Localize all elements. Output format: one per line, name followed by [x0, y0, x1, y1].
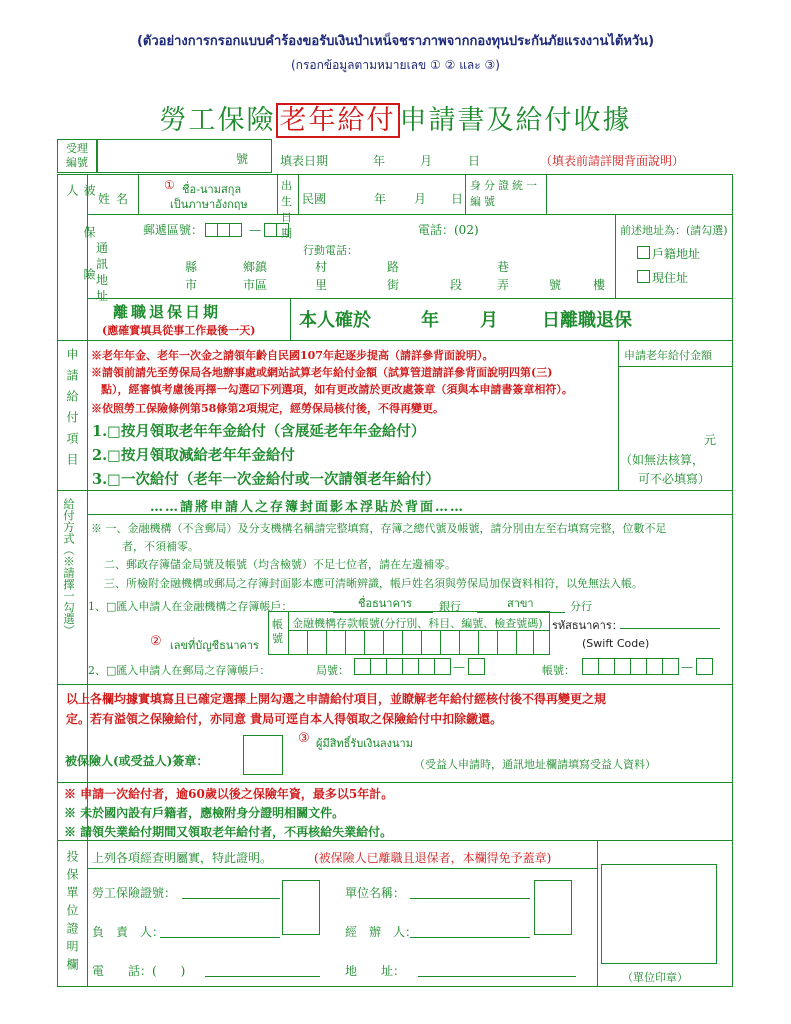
- birth-day: 日: [451, 192, 464, 206]
- retire-confirm-end: 日離職退保: [542, 310, 632, 331]
- annotation-1-number: ①: [164, 178, 175, 192]
- fill-date-year: 年: [373, 154, 386, 168]
- post-office-boxes[interactable]: —: [354, 656, 484, 675]
- title-left: 勞工保險: [159, 105, 276, 136]
- insured-section-label: 被保險人: [65, 184, 96, 310]
- payment-note-1: ※ 一、金融機構（不含郵局）及分支機構名稱請完整填寫，存簿之總代號及帳號，請分別由左至右填寫完整，位數不足: [91, 522, 667, 535]
- note-3: ※ 請領失業給付期間又領取老年給付者，不再核給失業給付。: [64, 825, 393, 839]
- swift-thai: รหัสธนาคาร：: [552, 619, 623, 632]
- fill-date-month: 月: [420, 154, 433, 168]
- addr-road: 路: [387, 260, 400, 274]
- employer-address-field[interactable]: [418, 976, 576, 977]
- postal-label: 郵遞區號：: [143, 223, 204, 237]
- swift-label: (Swift Code): [582, 637, 650, 650]
- addr-village: 村: [315, 260, 328, 274]
- addr-alley: 弄: [497, 278, 510, 292]
- annotation-2-number: ②: [150, 634, 162, 649]
- fill-note: （填表前請詳閱背面說明）: [540, 154, 685, 168]
- postal-code-boxes[interactable]: —: [205, 219, 288, 238]
- handler-field[interactable]: [410, 937, 530, 938]
- insurance-number-stamp[interactable]: [282, 880, 320, 935]
- retire-note: (應確實填具從事工作最後一天): [102, 324, 256, 337]
- payment-note-2: 二、郵政存簿儲金局號及帳號（均含檢號）不足七位者，請在左邊補零。: [104, 558, 456, 571]
- household-label: 戶籍地址: [652, 247, 701, 261]
- phone-label: 電話：(02): [418, 223, 479, 237]
- employer-cert-note: (被保險人已離職且退保者，本欄得免予蓋章): [314, 851, 552, 865]
- addr-li: 里: [315, 278, 328, 292]
- annotation-3-number: ③: [298, 731, 310, 746]
- title-right: 申請書及給付收據: [399, 105, 632, 136]
- addr-district: 市區: [243, 278, 268, 292]
- birth-year: 年: [374, 192, 387, 206]
- addr-number: 號: [549, 278, 562, 292]
- agreement-line-1: 以上各欄均據實填寫且已確定選擇上開勾選之申請給付項目，並瞭解老年給付經核付後不得再變更之規: [66, 692, 607, 706]
- birth-roc: 民國: [302, 192, 327, 206]
- annotation-3-text: ผู้มีสิทธิ์รับเงินลงนาม: [316, 737, 413, 750]
- responsible-person-field[interactable]: [160, 937, 280, 938]
- thai-subtitle: (กรอกข้อมูลตามหมายเลข ① ② และ ③): [291, 58, 500, 72]
- signature-label: 被保險人(或受益人)簽章：: [65, 754, 209, 768]
- unit-name-label: 單位名稱：: [345, 886, 406, 900]
- household-checkbox[interactable]: [637, 246, 650, 259]
- option-lump-sum[interactable]: 3.□一次給付（老年一次金給付或一次請領老年給付）: [92, 471, 440, 488]
- receipt-hao: 號: [236, 152, 249, 166]
- addr-section: 段: [450, 278, 463, 292]
- mobile-label: 行動電話：: [303, 244, 358, 257]
- addr-street: 街: [387, 278, 400, 292]
- apply-note-1: ※老年年金、老年一次金之請領年齡自民國107年起逐步提高（請詳參背面說明）。: [91, 349, 494, 362]
- unit-name-field[interactable]: [410, 898, 530, 899]
- retire-confirm: 本人確於: [299, 310, 371, 331]
- bank-account-option[interactable]: 1、□匯入申請人在金融機構之存簿帳戶：: [88, 600, 293, 613]
- payment-note-1b: 者，不須補零。: [122, 540, 199, 553]
- responsible-person-label: 負 責 人：: [92, 925, 165, 939]
- addr-township: 鄉鎮: [243, 260, 268, 274]
- birth-month: 月: [414, 192, 427, 206]
- payment-note-3: 三、所檢附金融機構或郵局之存簿封面影本應可清晰辨識，帳戶姓名須與勞保局加保資料相符，以免無法入帳。: [104, 577, 643, 590]
- address-label: 通訊地址: [96, 241, 113, 303]
- annotation-1-line1: ชื่อ-นามสกุล: [182, 183, 242, 196]
- post-account-boxes[interactable]: —: [582, 656, 712, 675]
- annotation-1-line2: เป็นภาษาอังกฤษ: [170, 198, 248, 211]
- amount-label: 申請老年給付金額: [624, 349, 712, 362]
- annotation-2-text: เลขที่บัญชีธนาคาร: [170, 639, 259, 652]
- post-account-option[interactable]: 2、□匯入申請人在郵局之存簿帳戶：: [88, 664, 271, 677]
- option-residence-address[interactable]: [637, 269, 688, 286]
- insurance-number-label: 勞工保險證號：: [92, 886, 177, 900]
- retire-confirm-year: 年: [421, 310, 439, 331]
- post-office-label: 局號：: [316, 664, 349, 677]
- bank-word: 銀行: [439, 600, 461, 613]
- fill-date-day: 日: [468, 154, 481, 168]
- addr-city: 市: [185, 278, 198, 292]
- name-label: 姓名: [98, 192, 135, 206]
- option-monthly-pension[interactable]: 1.□按月領取老年年金給付（含展延老年年金給付）: [92, 423, 426, 440]
- id-label: 身分證統一編號: [470, 179, 540, 208]
- insurance-number-field[interactable]: [182, 898, 280, 899]
- swift-field[interactable]: [620, 628, 720, 629]
- employer-phone-label: 電 話：( ): [92, 964, 186, 978]
- amount-note-1: （如無法核算，: [620, 453, 705, 467]
- apply-note-2: ※請領前請先至勞保局各地辦事處或網站試算老年給付金額（試算管道請詳參背面說明四第(三): [91, 366, 553, 379]
- title-boxed: 老年給付: [276, 103, 400, 138]
- signature-box[interactable]: [243, 735, 283, 775]
- receipt-label: 受理編號: [66, 142, 88, 169]
- employer-cert: 上列各項經查明屬實，特此證明。: [92, 851, 273, 865]
- post-account-label: 帳號：: [542, 664, 575, 677]
- employer-phone-field[interactable]: [205, 976, 320, 977]
- address-type-label: 前述地址為：(請勾選): [620, 224, 728, 237]
- branch-thai: สาขา: [507, 597, 534, 610]
- unit-seal-label: （單位印章）: [622, 971, 688, 984]
- thai-title: (ตัวอย่างการกรอกแบบคำร้องขอรับเงินบำเหน็จชราภาพจากกองทุนประกันภัยแรงงานไต้หวัน): [136, 34, 655, 49]
- residence-checkbox[interactable]: [637, 270, 650, 283]
- addr-floor: 樓: [593, 278, 606, 292]
- payment-banner: ……請將申請人之存簿封面影本浮貼於背面……: [150, 500, 466, 515]
- residence-label: 現住址: [652, 271, 689, 285]
- branch-word: 分行: [570, 600, 592, 613]
- amount-yuan: 元: [704, 433, 717, 447]
- employer-section-label: 投保單位證明欄: [65, 850, 79, 976]
- account-label: 帳號: [272, 618, 283, 645]
- option-reduced-pension[interactable]: 2.□按月領取減給老年年金給付: [92, 447, 295, 464]
- handler-label: 經 辦 人：: [345, 925, 418, 939]
- retire-confirm-month: 月: [480, 310, 498, 331]
- addr-lane: 巷: [497, 260, 510, 274]
- note-1: ※ 申請一次給付者，逾60歲以後之保險年資，最多以5年計。: [64, 787, 394, 801]
- bank-name-thai: ชื่อธนาคาร: [358, 597, 412, 610]
- apply-note-4: ※依照勞工保險條例第58條第2項規定，經勞保局核付後，不得再變更。: [91, 402, 444, 415]
- birth-label: 出生日期: [281, 179, 292, 240]
- agreement-line-2: 定。若有溢領之保險給付，亦同意 貴局可逕自本人得領取之保險給付中扣除繳還。: [66, 712, 503, 726]
- addr-county: 縣: [185, 260, 198, 274]
- unit-seal-box[interactable]: [601, 864, 717, 964]
- signature-note: （受益人申請時，通訊地址欄請填寫受益人資料）: [414, 758, 656, 771]
- retire-label: 離職退保日期: [113, 303, 222, 321]
- note-2: ※ 未於國內設有戶籍者，應檢附身分證明相關文件。: [64, 806, 345, 820]
- option-household-address[interactable]: [637, 245, 700, 262]
- payment-section-label: 給付方式（※請擇一勾選）: [62, 498, 76, 636]
- account-header: 金融機構存款帳號(分行別、科目、編號、檢查號碼): [292, 617, 543, 630]
- apply-section-label: 申請給付項目: [65, 348, 79, 474]
- fill-date-label: 填表日期: [280, 154, 329, 168]
- apply-note-3: 點），經審慎考慮後再擇一勾選☑下列選項，如有更改請於更改處簽章（須與本申請書簽章相符）。: [101, 383, 573, 396]
- page-title: [0, 98, 791, 137]
- amount-note-2: 可不必填寫）: [638, 472, 711, 486]
- unit-name-stamp[interactable]: [534, 880, 572, 935]
- employer-address-label: 地 址：: [345, 964, 406, 978]
